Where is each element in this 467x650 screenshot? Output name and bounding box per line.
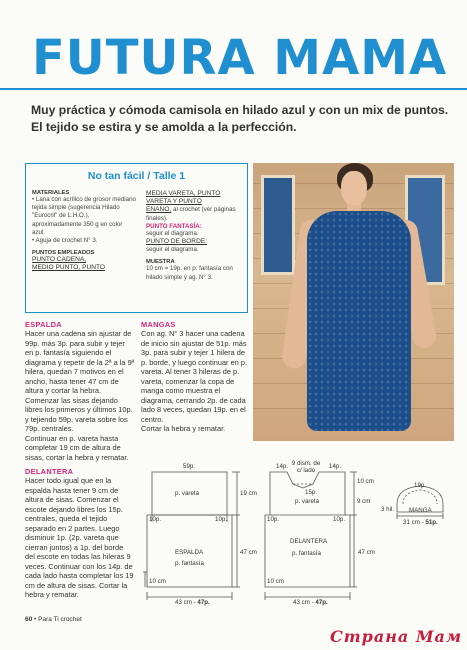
- delantera-text: Hacer todo igual que en la espalda hasta tener 9 cm de altura de sisas. Comenzar el escote dejando libres los 15p. centrales, queda el tejido separado en 2 partes. Luego disminuir 1p. (2p. vareta que cierran juntos) a 1p. del borde del escote en todas las hileras 9 veces. Continuar con los 14p. de cada lado hasta completar los 19 cm de altura de sisas. Cortar la hebra y rematar.: [25, 476, 134, 599]
- back-10-right: 10p.: [215, 516, 228, 523]
- model-photo: [253, 163, 454, 441]
- back-width-label: [175, 599, 210, 606]
- materials-column: [32, 190, 136, 273]
- sleeve-3hil-label: 3 hil.: [381, 506, 395, 513]
- fantasia-label: PUNTO FANTASÍA:: [146, 222, 202, 230]
- sleeve-width-label: [403, 519, 438, 526]
- media-vareta: MEDIA VARETA, PUNTO: [146, 190, 221, 197]
- front-9cm: 9 cm: [357, 498, 371, 505]
- back-width-cm: 43 cm -: [175, 599, 196, 606]
- delantera-heading: DELANTERA: [25, 467, 74, 476]
- medio-punto: MEDIO PUNTO, PUNTO: [32, 264, 106, 272]
- model-face: [341, 171, 367, 205]
- muestra-text: 10 cm = 19p. en p. fantasía con hilado simple y ag. N° 3.: [146, 265, 233, 281]
- page-footer: 60 • Para Ti crochet: [25, 616, 82, 623]
- materiales-yarn: • Lana con acrílico de grosor mediano tejida simple (sugerencia Hilado "Eurocril" de L.H.O.), aproximadamente 350 g en color azul.: [32, 196, 136, 236]
- puntos-heading: PUNTOS EMPLEADOS: [32, 250, 95, 257]
- back-10-left: 10p.: [149, 516, 162, 523]
- intro-text: Muy práctica y cómoda camisola en hilado azul y con un mix de puntos. El tejido se estira y se amolda a la perfección.: [31, 103, 449, 134]
- front-10-left: 10p.: [267, 516, 280, 523]
- front-10-right: 10p.: [333, 516, 346, 523]
- back-name: ESPALDA: [175, 549, 204, 556]
- muestra-heading: MUESTRA: [146, 259, 175, 266]
- watermark: Страна Мам: [330, 627, 463, 646]
- back-10cm-label: 10 cm: [149, 578, 166, 585]
- left-column: [25, 320, 135, 600]
- front-name: DELANTERA: [290, 538, 328, 545]
- espalda-text-2: Continuar en p. vareta hasta completar 19 cm de altura de sisas, cortar la hebra y rematar.: [25, 433, 129, 462]
- front-fantasia: p. fantasía: [292, 550, 321, 557]
- front-10cm-label: 10 cm: [267, 578, 284, 585]
- sleeve-width-cm: 31 cm -: [403, 519, 424, 526]
- front-width-label: [293, 599, 328, 606]
- front-width-p: 47p.: [315, 599, 328, 606]
- espalda-heading: ESPALDA: [25, 320, 62, 329]
- enano-note: al crochet (ver páginas finales).: [146, 206, 236, 222]
- espalda-text-1: Hacer una cadena sin ajustar de 99p. más 3p. para subir y tejer en p. fantasía siguiendo el diagrama y repetir de la 2ª a la 9ª hilera, quedan 7 motivos en el ancho, hasta tener 47 cm de altura y cortar la hebra. Comenzar las sisas dejando libres los primeros y últimos 10p. y tejiendo 59p. vareta sobre los 79p. centrales.: [25, 329, 135, 433]
- front-47-label: 47 cm: [358, 549, 375, 556]
- front-10cm-top: 10 cm: [357, 478, 374, 485]
- crochet-pattern-texture: [307, 211, 411, 431]
- diagram-lines: [135, 452, 465, 612]
- enano: ENANO,: [146, 206, 172, 214]
- fantasia-note: seguir el diagrama.: [146, 229, 199, 237]
- front-15-label: 15p.: [305, 489, 318, 496]
- back-top-label: 59p.: [183, 463, 196, 470]
- back-width-p: 47p.: [197, 599, 210, 606]
- back-vareta-label: p. vareta: [175, 490, 200, 497]
- materiales-heading: MATERIALES: [32, 190, 70, 196]
- borde-note: seguir el diagrama.: [146, 246, 199, 254]
- vareta-enano: VARETA Y PUNTO: [146, 198, 202, 206]
- mangas-text-1: Con ag. N° 3 hacer una cadena de inicio sin ajustar de 51p. más 3p. para subir y tejer 1 hilera de p. borde, y luego continuar en p. vareta. Al tener 3 hileras de p. vareta, comenzar la copa de manga como muestra el diagrama, cerrando 2p. de cada lado 8 veces, quedan 19p. en el centro.: [141, 329, 248, 424]
- front-dism-label: 9 dism. de c/ lado: [291, 460, 321, 474]
- difficulty-size: No tan fácil / Talle 1: [87, 170, 186, 182]
- page-number: 60: [25, 616, 33, 623]
- front-14-left: 14p.: [276, 463, 289, 470]
- sleeve-width-p: 51p.: [425, 519, 438, 526]
- punto-cadena: PUNTO CADENA,: [32, 256, 87, 264]
- window-left: [261, 175, 295, 275]
- page-title: FUTURA MAMA: [32, 30, 448, 86]
- magazine-name: Para Ti crochet: [38, 616, 82, 623]
- mangas-text-2: Cortar la hebra y rematar.: [141, 424, 226, 433]
- front-vareta-label: p. vareta: [295, 498, 320, 505]
- back-47-label: 47 cm: [240, 549, 257, 556]
- sleeve-19-label: 19p.: [414, 482, 427, 489]
- materials-box: [25, 163, 248, 313]
- materiales-needle: • Aguja de crochet N° 3.: [32, 237, 98, 245]
- mangas-heading: MANGAS: [141, 320, 176, 329]
- front-14-right: 14p.: [329, 463, 342, 470]
- back-sisa-label: 19 cm: [240, 490, 257, 497]
- borde-label: PUNTO DE BORDE:: [146, 238, 208, 246]
- pattern-diagrams: [135, 452, 465, 612]
- sleeve-name: MANGA: [409, 507, 432, 514]
- middle-column: [141, 320, 249, 434]
- front-width-cm: 43 cm -: [293, 599, 314, 606]
- back-fantasia: p. fantasía: [175, 560, 204, 567]
- title-rule: [0, 88, 467, 90]
- stitches-column: [146, 190, 246, 282]
